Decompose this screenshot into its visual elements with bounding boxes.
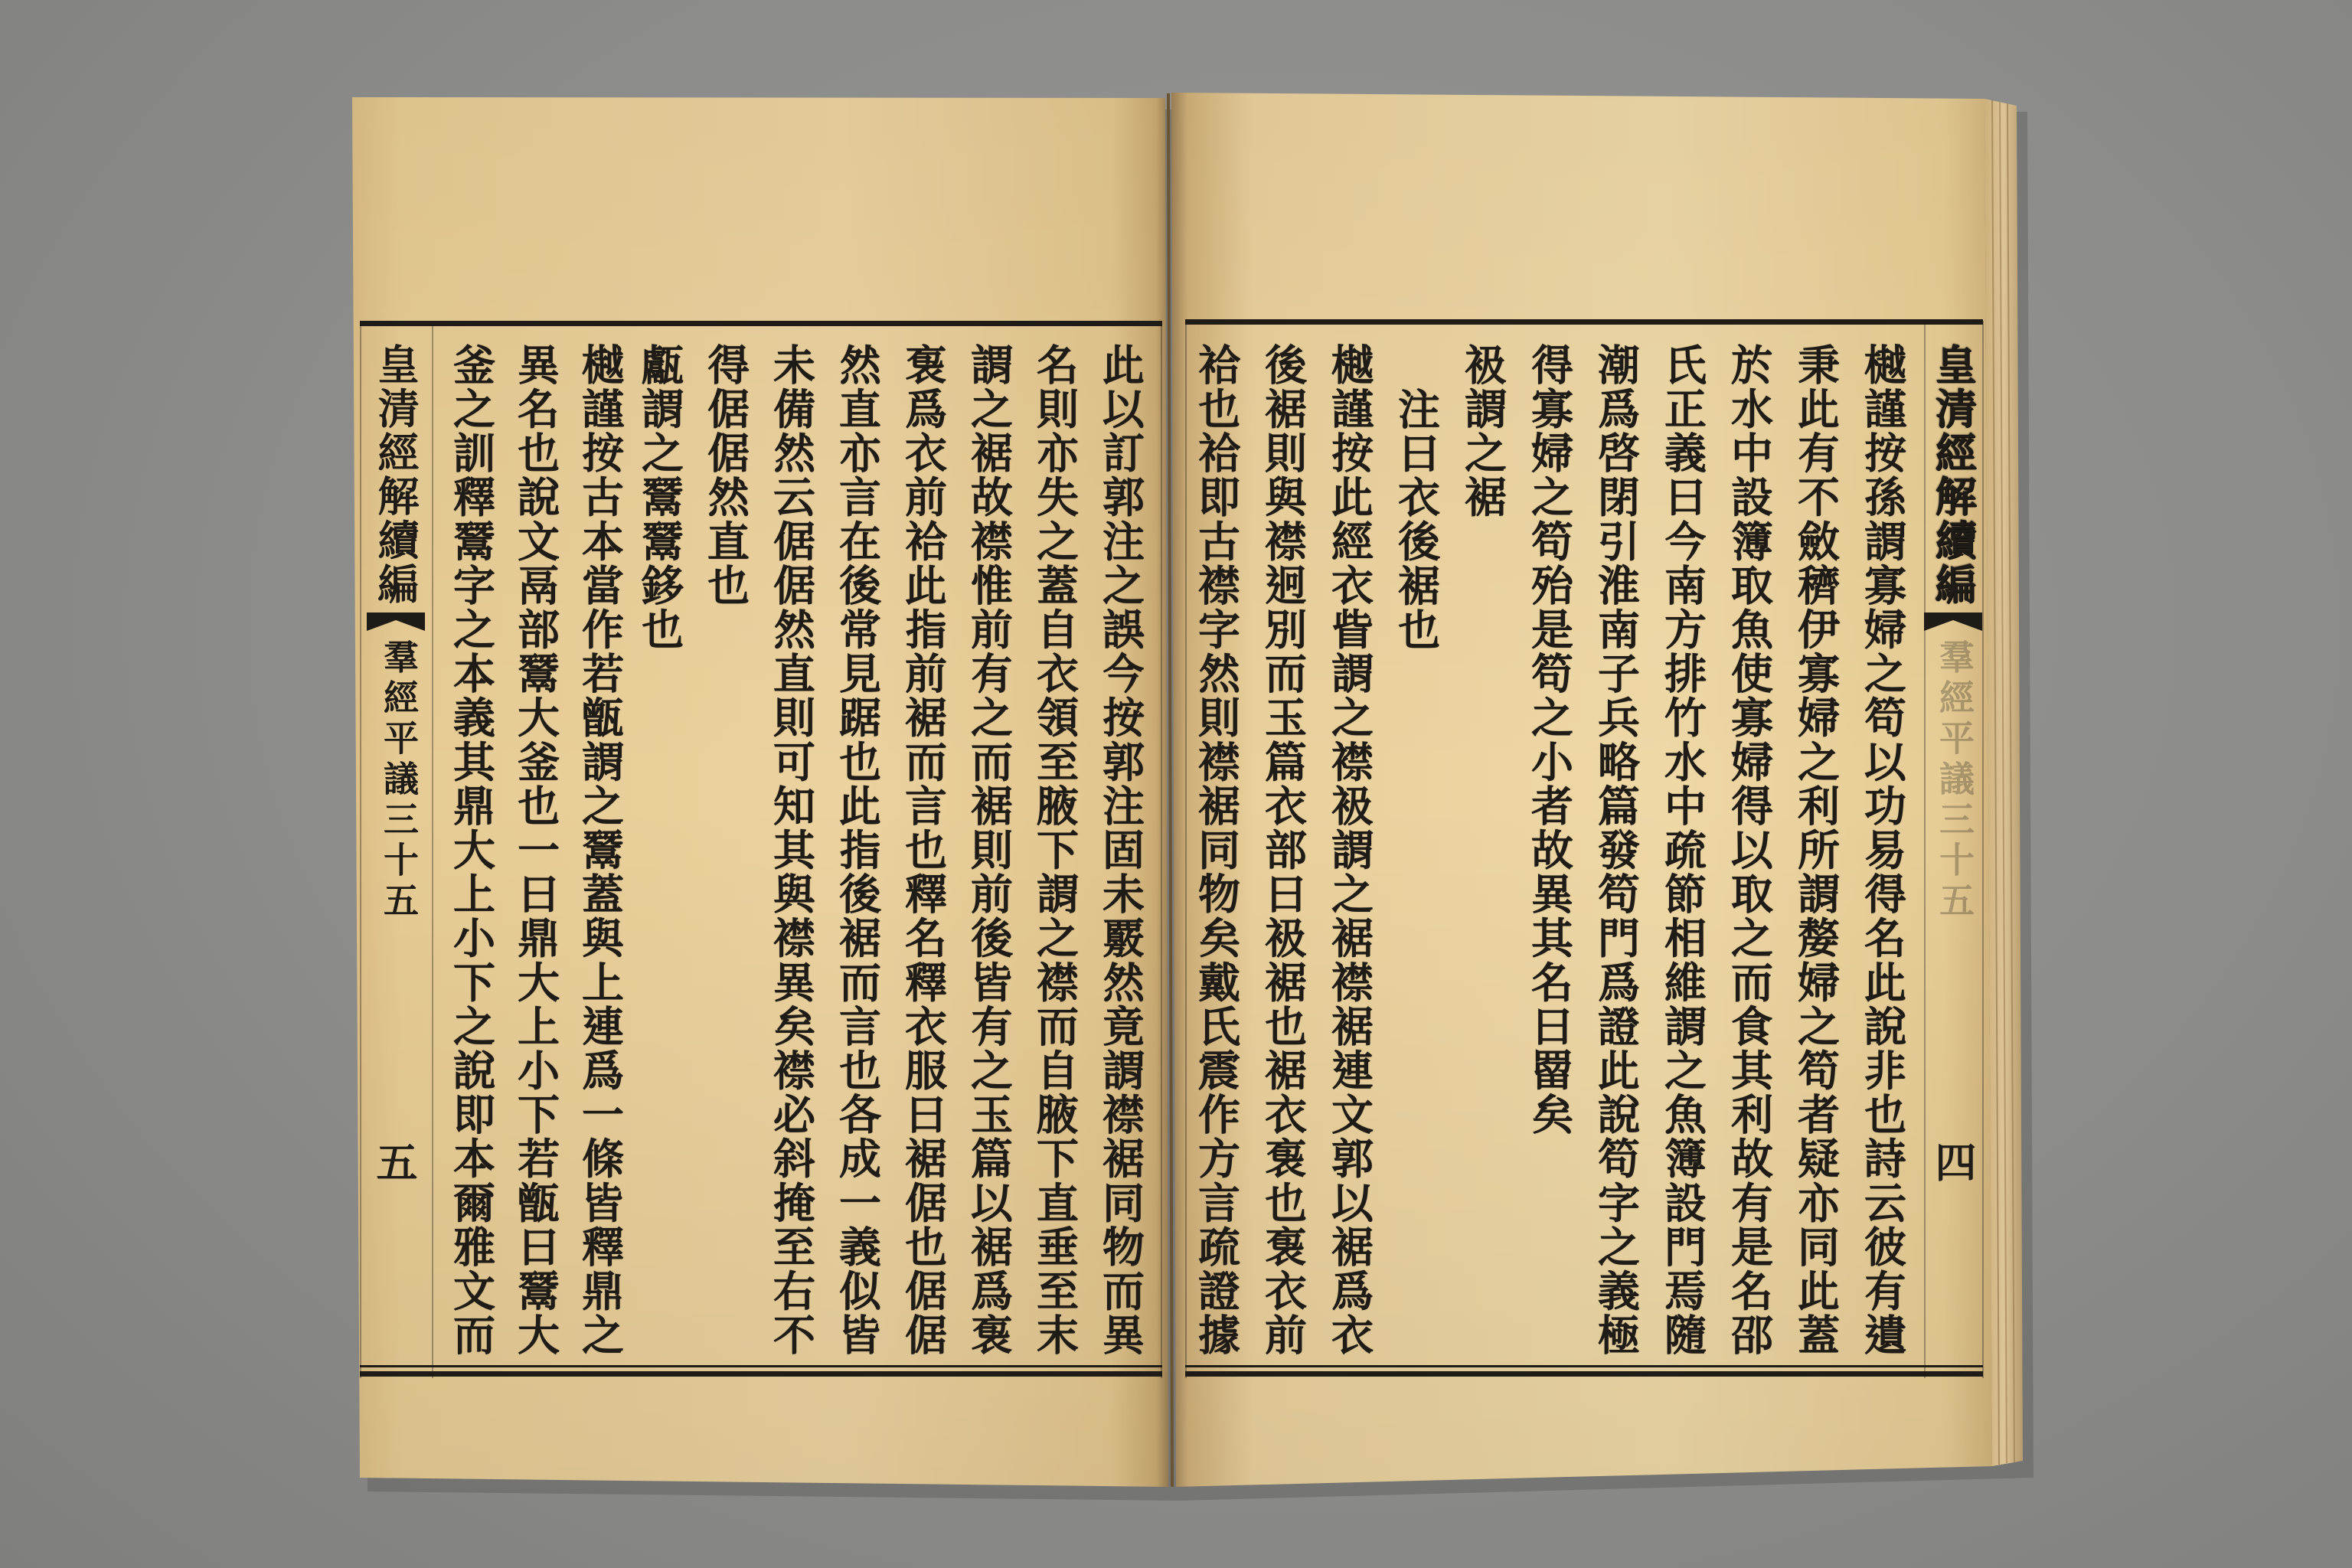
headword-column: 甗謂之鬵鬵鉹也 (635, 343, 684, 652)
text-column: 樾謹按古本當作若甑謂之鬵蓋與上連爲一條皆釋鼎之 (575, 343, 625, 1357)
right-banxin-section-title: 羣經平議三十五 (1934, 639, 1975, 923)
annotation-column: 注曰衣後裾也 (1391, 387, 1441, 652)
left-frame-bottom-rule (360, 1371, 1162, 1377)
fishtail-shape (1924, 612, 1982, 631)
text-column: 袌爲衣前袷此指前裾而言也釋名釋衣服曰裾倨也倨倨 (898, 343, 948, 1357)
text-column: 得寡婦之笱殆是笱之小者故異其名曰罶矣 (1524, 343, 1574, 1137)
text-column: 樾謹按此經衣眥謂之襟衱謂之裾襟裾連文郭以裾爲衣 (1325, 343, 1374, 1357)
text-column: 於水中設簿取魚使寡婦得以取之而食其利故有是名邵 (1724, 343, 1774, 1357)
text-column: 氏正義曰今南方排竹水中疏節相維謂之魚簿設門焉隨 (1658, 343, 1707, 1357)
headword-column: 衱謂之裾 (1458, 343, 1508, 520)
text-column: 潮爲啓閉引淮南子兵略篇發笱門爲證此說笱字之義極 (1591, 343, 1641, 1357)
left-banxin-section-title: 羣經平議三十五 (378, 639, 420, 923)
text-column: 名則亦失之蓋自衣領至腋下謂之襟而自腋下直垂至末 (1030, 343, 1080, 1357)
left-frame-top-rule (360, 321, 1162, 326)
right-frame-top-rule (1185, 319, 1983, 325)
right-banxin-book-title: 皇清經解續編 (1929, 343, 1978, 607)
right-fishtail-mark (1919, 612, 1987, 632)
text-column: 未備然云倨倨然直則可知其與襟異矣襟必斜掩至右不 (766, 343, 816, 1357)
right-banxin-page-number: 四 (1929, 1141, 1978, 1182)
fishtail-shape (367, 612, 425, 631)
text-column: 得倨倨然直也 (701, 343, 750, 608)
text-column: 秉此有不斂穧伊寡婦之利所謂嫠婦之笱者疑亦同此蓋 (1791, 343, 1841, 1357)
text-column: 袷也袷即古襟字然則襟裾同物矣戴氏震作方言疏證據 (1191, 343, 1241, 1357)
text-column: 謂之裾故襟惟前有之而裾則前後皆有之玉篇以裾爲袌 (964, 343, 1014, 1357)
left-banxin-book-title: 皇清經解續編 (371, 343, 420, 607)
text-column: 釜之訓釋鬵字之本義其鼎大上小下之說即本爾雅文而 (446, 343, 496, 1357)
text-column: 然直亦言在後常見踞也此指後裾而言也各成一義似皆 (832, 343, 882, 1357)
left-banxin-page-number: 五 (370, 1141, 419, 1182)
left-frame-outer-rule (360, 321, 361, 1378)
text-column: 樾謹按孫謂寡婦之笱以功易得名此說非也詩云彼有遺 (1857, 343, 1907, 1357)
left-fishtail-mark (362, 612, 430, 632)
text-column: 後裾則與襟迥別而玉篇衣部曰衱裾也裾衣袌也袌衣前 (1258, 343, 1308, 1357)
left-frame-gutter-rule (1161, 321, 1162, 1378)
right-frame-bottom-rule (1185, 1371, 1983, 1377)
text-column: 此以訂郭注之誤今按郭注固未覈然竟謂襟裾同物而異 (1096, 343, 1145, 1357)
text-column: 異名也說文鬲部鬵大釜也一曰鼎大上小下若甑曰鬵大 (511, 343, 560, 1357)
